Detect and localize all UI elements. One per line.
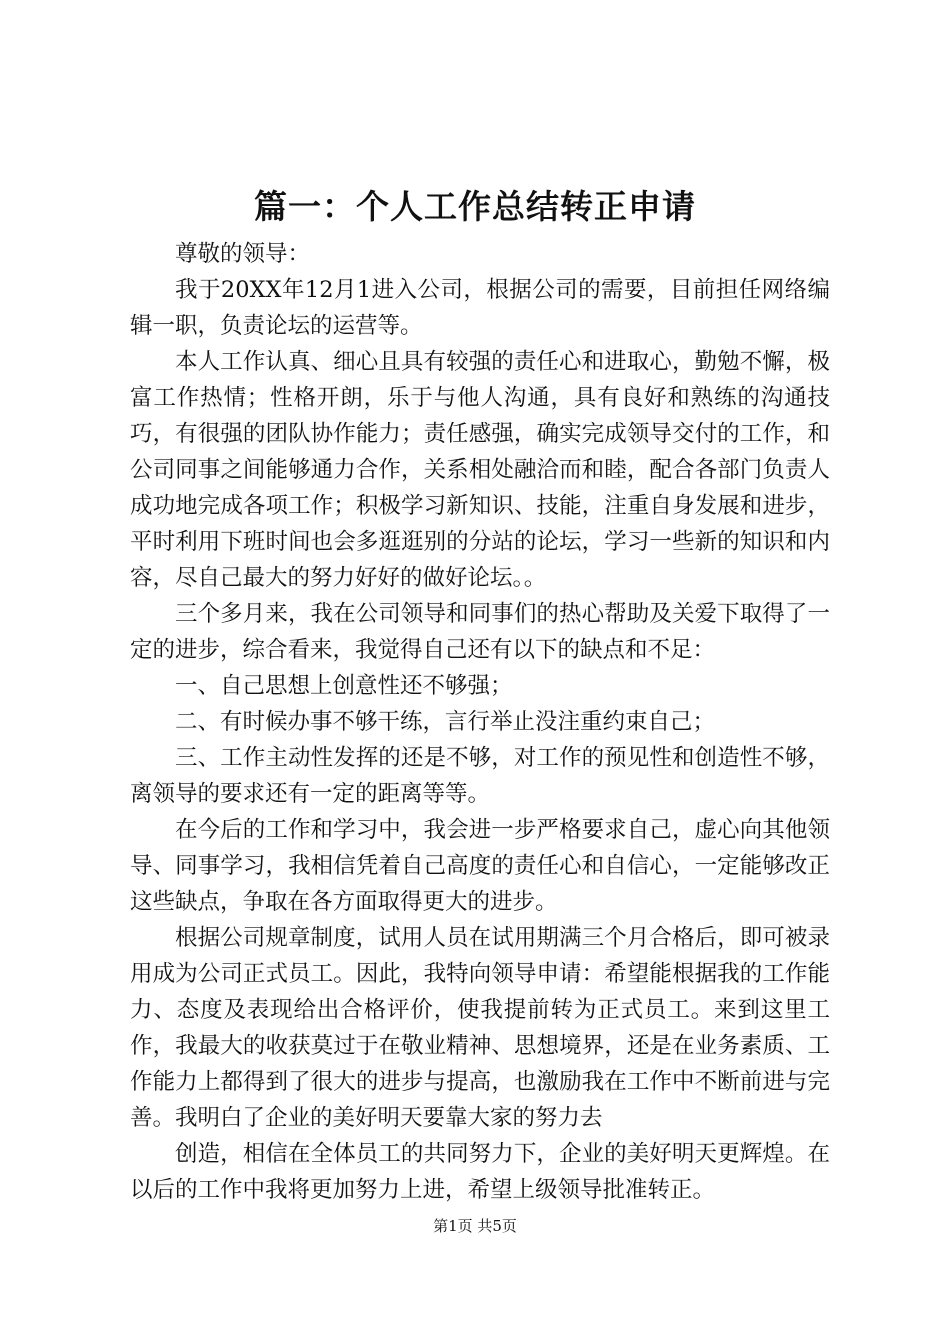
paragraph-application: 根据公司规章制度，试用人员在试用期满三个月合格后，即可被录用成为公司正式员工。因此，我特向领导申请：希望能根据我的工作能力、态度及表现给出合格评价，使我提前转为正式员工。来到这里工作，我最大的收获莫过于在敬业精神、思想境界，还是在业务素质、工作能力上都得到了很大的进步与提高，也激励我在工作中不断前进与完善。我明白了企业的美好明天要靠大家的努力去 <box>130 925 830 1131</box>
paragraph-closing: 创造，相信在全体员工的共同努力下，企业的美好明天更辉煌。在以后的工作中我将更加努力上进，希望上级领导批准转正。 <box>130 1141 830 1203</box>
shortcoming-item-3: 三、工作主动性发挥的还是不够，对工作的预见性和创造性不够，离领导的要求还有一定的距离等等。 <box>130 745 830 807</box>
document-title: 篇一：个人工作总结转正申请 <box>254 187 696 226</box>
document-body <box>130 236 830 1208</box>
shortcoming-item-1: 一、自己思想上创意性还不够强； <box>175 673 513 699</box>
paragraph-future: 在今后的工作和学习中，我会进一步严格要求自己，虚心向其他领导、同事学习，我相信凭着自己高度的责任心和自信心，一定能够改正这些缺点，争取在各方面取得更大的进步。 <box>130 817 830 915</box>
shortcoming-item-2: 二、有时候办事不够干练，言行举止没注重约束自己； <box>175 709 716 735</box>
page-footer: 第1页 共5页 <box>433 1217 517 1235</box>
paragraph-strengths: 本人工作认真、细心且具有较强的责任心和进取心，勤勉不懈，极富工作热情；性格开朗，乐于与他人沟通，具有良好和熟练的沟通技巧，有很强的团队协作能力；责任感强，确实完成领导交付的工作，和公司同事之间能够通力合作，关系相处融洽而和睦，配合各部门负责人成功地完成各项工作；积极学习新知识、技能，注重自身发展和进步，平时利用下班时间也会多逛逛别的分站的论坛，学习一些新的知识和内容，尽自己最大的努力好好的做好论坛。。 <box>130 349 830 591</box>
salutation: 尊敬的领导： <box>175 241 311 267</box>
paragraph-progress: 三个多月来，我在公司领导和同事们的热心帮助及关爱下取得了一定的进步，综合看来，我觉得自己还有以下的缺点和不足： <box>130 601 830 663</box>
paragraph-intro: 我于20XX年12月1进入公司，根据公司的需要，目前担任网络编辑一职，负责论坛的运营等。 <box>130 277 830 339</box>
